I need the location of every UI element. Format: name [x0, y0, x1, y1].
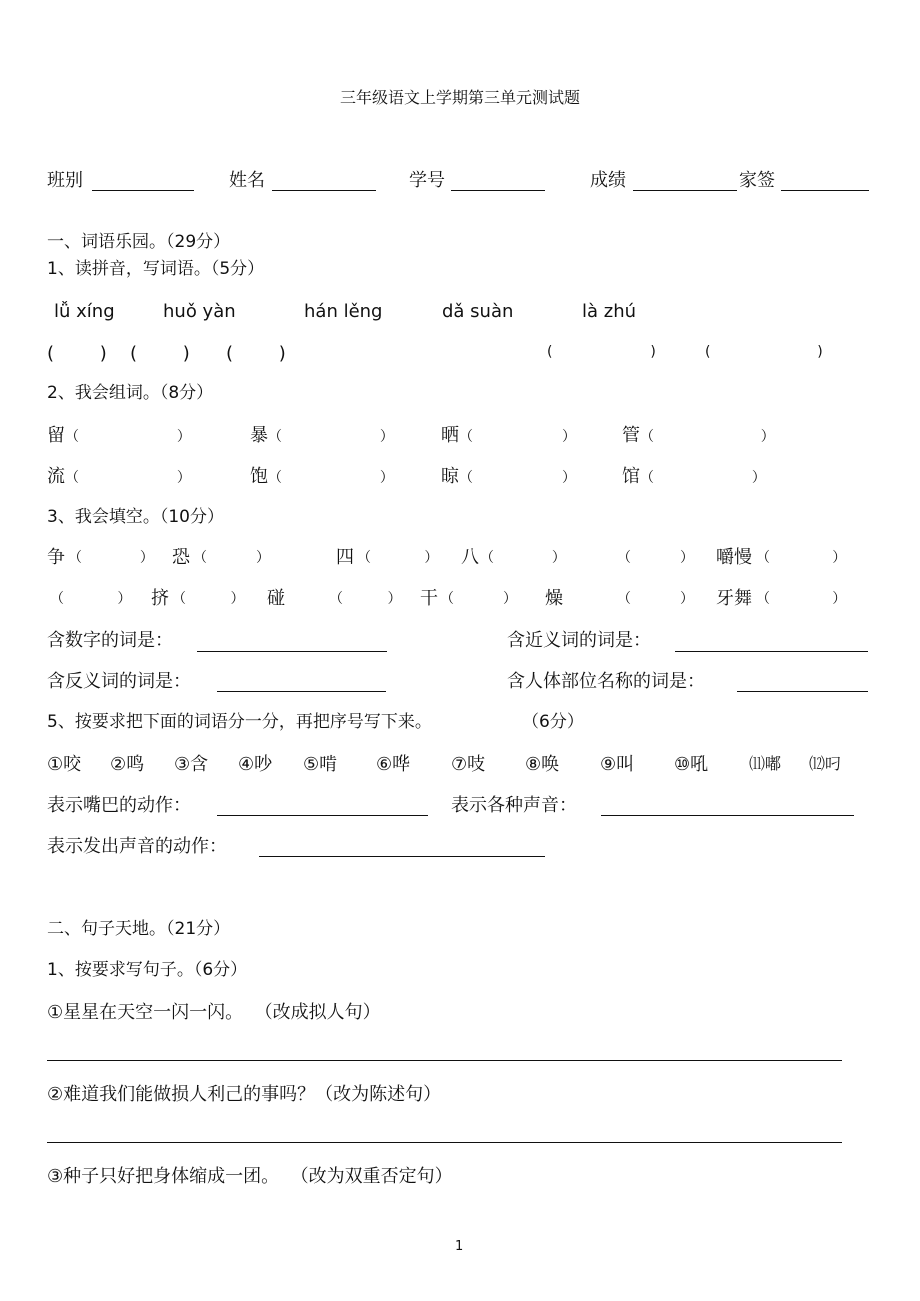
mouth-action-blank[interactable] — [217, 815, 428, 816]
group-word-char: 晒 — [441, 425, 459, 446]
class-label: 班别 — [47, 170, 83, 191]
fill-blank[interactable]: （ ） — [756, 591, 847, 607]
sound-action-prompt: 表示发出声音的动作： — [47, 836, 227, 857]
fill-blank[interactable]: （ ） — [357, 550, 439, 566]
fill-blank[interactable]: （ ） — [617, 550, 694, 566]
section-2-heading: 二、句子天地。（21分） — [47, 919, 231, 939]
group-word-item[interactable]: 饱（ ） — [250, 466, 394, 487]
sentence-3-text: ③种子只好把身体缩成一团。 — [47, 1166, 280, 1187]
word-item: ⑧唤 — [525, 754, 560, 775]
name-label: 姓名 — [229, 170, 265, 191]
score-label: 成绩 — [590, 170, 626, 191]
fill-blank[interactable]: （ ） — [617, 591, 694, 607]
group-word-item[interactable]: 暴（ ） — [250, 425, 394, 446]
word-item: ⑦吱 — [451, 754, 486, 775]
word-item: ⑤啃 — [303, 754, 338, 775]
group-word-item[interactable]: 晒（ ） — [441, 425, 577, 446]
word-item: ⑿叼 — [809, 754, 842, 773]
fill-blank[interactable]: （ ） — [756, 550, 847, 566]
answer-paren-3[interactable]: ( ) — [226, 343, 286, 364]
sentence-2-instruction: （改为陈述句） — [315, 1084, 442, 1105]
sentence-2-answer-line[interactable] — [47, 1142, 842, 1143]
sentence-1-instruction: （改成拟人句） — [254, 1002, 381, 1023]
fill-char: 燥 — [545, 588, 563, 609]
group-word-char: 留 — [47, 425, 65, 446]
body-part-words-prompt: 含人体部位名称的词是： — [507, 671, 705, 692]
class-blank[interactable] — [92, 190, 194, 191]
group-word-item[interactable]: 管（ ） — [622, 425, 775, 446]
word-item: ②鸣 — [110, 754, 145, 775]
group-word-item[interactable]: 馆（ ） — [622, 466, 766, 487]
antonym-words-blank[interactable] — [217, 691, 386, 692]
fill-char: 争 — [47, 547, 65, 568]
synonym-words-prompt: 含近义词的词是： — [507, 630, 651, 651]
score-blank[interactable] — [633, 190, 737, 191]
sentence-1-answer-line[interactable] — [47, 1060, 842, 1061]
answer-paren-4[interactable]: ( ) — [547, 344, 656, 360]
fill-blank[interactable]: （ ） — [440, 591, 517, 607]
answer-paren-2[interactable]: ( ) — [130, 343, 190, 364]
fill-blank[interactable]: （ ） — [50, 591, 132, 607]
word-item: ③含 — [174, 754, 209, 775]
sentence-1-text: ①星星在天空一闪一闪。 — [47, 1002, 244, 1023]
sentence-3 — [47, 1168, 453, 1186]
antonym-words-prompt: 含反义词的词是： — [47, 671, 191, 692]
sound-action-blank[interactable] — [259, 856, 545, 857]
q2-label: 2、我会组词。（8分） — [47, 383, 214, 403]
word-item: ⑾嘟 — [749, 754, 782, 773]
sounds-blank[interactable] — [601, 815, 854, 816]
fill-blank[interactable]: （ ） — [193, 550, 270, 566]
fill-char: 四 — [336, 547, 354, 568]
group-word-char: 流 — [47, 466, 65, 487]
body-part-words-blank[interactable] — [737, 691, 868, 692]
pinyin-2: huǒ yàn — [163, 301, 236, 322]
q5-points: （6分） — [522, 712, 584, 732]
group-word-char: 晾 — [441, 466, 459, 487]
q1-label: 1、读拼音，写词语。（5分） — [47, 259, 265, 279]
sentence-1 — [47, 1004, 381, 1022]
fill-char: 恐 — [172, 547, 190, 568]
number-words-prompt: 含数字的词是： — [47, 630, 173, 651]
pinyin-3: hán lěng — [304, 301, 383, 322]
word-item: ⑨叫 — [600, 754, 635, 775]
s2-q1-label: 1、按要求写句子。（6分） — [47, 960, 248, 980]
q5-label: 5、按要求把下面的词语分一分，再把序号写下来。 — [47, 712, 432, 732]
page-number: 1 — [455, 1239, 464, 1254]
section-1-heading: 一、词语乐园。（29分） — [47, 232, 231, 252]
fill-char: 八 — [461, 547, 479, 568]
fill-char: 牙舞 — [716, 588, 752, 609]
fill-char: 碰 — [267, 588, 285, 609]
answer-paren-5[interactable]: ( ) — [705, 344, 823, 360]
word-item: ①咬 — [47, 754, 82, 775]
fill-char: 干 — [420, 588, 438, 609]
fill-blank[interactable]: （ ） — [480, 550, 566, 566]
parent-sign-blank[interactable] — [781, 190, 869, 191]
answer-paren-1[interactable]: ( ) — [47, 343, 107, 364]
word-item: ④吵 — [238, 754, 273, 775]
number-words-blank[interactable] — [197, 651, 387, 652]
word-item: ⑥哗 — [376, 754, 411, 775]
sentence-3-instruction: （改为双重否定句） — [290, 1166, 453, 1187]
group-word-char: 饱 — [250, 466, 268, 487]
synonym-words-blank[interactable] — [675, 651, 868, 652]
group-word-item[interactable]: 留（ ） — [47, 425, 191, 446]
sentence-2-text: ②难道我们能做损人利己的事吗？ — [47, 1084, 316, 1105]
student-id-label: 学号 — [409, 170, 445, 191]
group-word-item[interactable]: 晾（ ） — [441, 466, 577, 487]
page-title: 三年级语文上学期第三单元测试题 — [339, 88, 580, 107]
group-word-char: 暴 — [250, 425, 268, 446]
fill-char: 挤 — [151, 588, 169, 609]
parent-sign-label: 家签 — [739, 170, 775, 191]
group-word-char: 馆 — [622, 466, 640, 487]
word-item: ⑩吼 — [674, 754, 709, 775]
fill-blank[interactable]: （ ） — [172, 591, 245, 607]
q3-label: 3、我会填空。（10分） — [47, 507, 224, 527]
student-id-blank[interactable] — [451, 190, 545, 191]
group-word-char: 管 — [622, 425, 640, 446]
group-word-item[interactable]: 流（ ） — [47, 466, 191, 487]
pinyin-5: là zhú — [582, 301, 637, 322]
name-blank[interactable] — [272, 190, 376, 191]
fill-char: 嚼慢 — [716, 547, 752, 568]
pinyin-1: lǚ xíng — [54, 301, 115, 322]
pinyin-4: dǎ suàn — [442, 301, 514, 322]
mouth-action-prompt: 表示嘴巴的动作： — [47, 795, 191, 816]
sounds-prompt: 表示各种声音： — [451, 795, 577, 816]
fill-blank[interactable]: （ ） — [68, 550, 154, 566]
fill-blank[interactable]: （ ） — [329, 591, 402, 607]
sentence-2 — [47, 1086, 441, 1104]
